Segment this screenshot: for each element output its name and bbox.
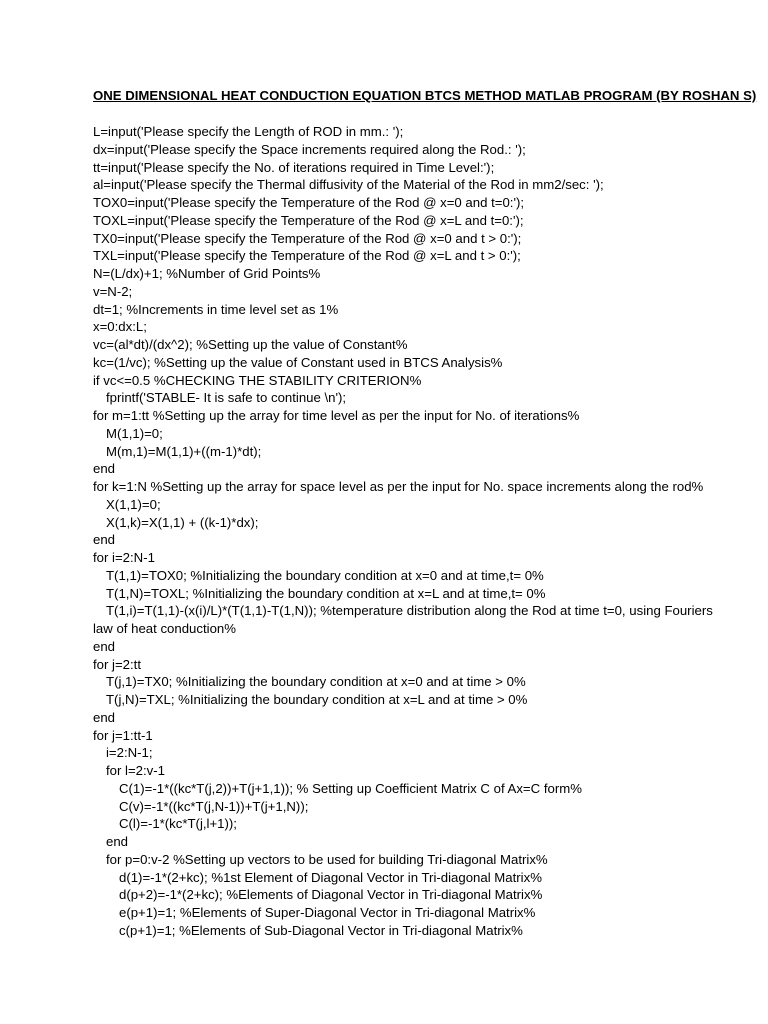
code-line: end <box>93 709 116 725</box>
document-title: ONE DIMENSIONAL HEAT CONDUCTION EQUATION BTCS METHOD MATLAB PROGRAM (BY ROSHAN S) <box>93 88 757 103</box>
code-line: T(1,i)=T(1,1)-(x(i)/L)*(T(1,1)-T(1,N)); %temperature distribution along the Rod at time t=0, using Fouriers <box>106 603 713 619</box>
code-line: if vc<=0.5 %CHECKING THE STABILITY CRITERION% <box>93 372 422 388</box>
code-line: for k=1:N %Setting up the array for space level as per the input for No. space increments along the rod% <box>93 479 704 494</box>
code-line: dx=input('Please specify the Space increments required along the Rod.: '); <box>93 141 526 157</box>
code-line: end <box>93 461 116 477</box>
code-line: M(m,1)=M(1,1)+((m-1)*dt); <box>106 443 262 459</box>
code-line: d(1)=-1*(2+kc); %1st Element of Diagonal Vector in Tri-diagonal Matrix% <box>119 869 542 885</box>
code-line: T(1,1)=TOX0; %Initializing the boundary condition at x=0 and at time,t= 0% <box>106 567 544 583</box>
code-line: C(l)=-1*(kc*T(j,l+1)); <box>119 816 237 832</box>
code-line: end <box>93 532 116 548</box>
code-line: for l=2:v-1 <box>106 763 166 778</box>
code-line: T(j,1)=TX0; %Initializing the boundary condition at x=0 and at time > 0% <box>106 674 526 690</box>
code-line: law of heat conduction% <box>93 621 236 636</box>
code-line: for j=1:tt-1 <box>93 727 153 743</box>
code-line: end <box>93 638 116 654</box>
code-line: v=N-2; <box>93 283 133 299</box>
code-line: fprintf('STABLE- It is safe to continue \n'); <box>106 390 347 406</box>
code-line: TXL=input('Please specify the Temperature of the Rod @ x=L and t > 0:'); <box>93 248 521 264</box>
code-line: i=2:N-1; <box>106 745 153 761</box>
code-line: for m=1:tt %Setting up the array for time level as per the input for No. of iterations% <box>93 408 580 423</box>
code-line: end <box>106 834 129 849</box>
code-line: for i=2:N-1 <box>93 550 155 565</box>
code-line: tt=input('Please specify the No. of iterations required in Time Level:'); <box>93 159 495 175</box>
code-line: e(p+1)=1; %Elements of Super-Diagonal Vector in Tri-diagonal Matrix% <box>119 905 536 920</box>
code-line: X(1,1)=0; <box>106 496 161 512</box>
code-line: M(1,1)=0; <box>106 425 163 441</box>
code-line: T(j,N)=TXL; %Initializing the boundary condition at x=L and at time > 0% <box>106 692 528 707</box>
code-line: TX0=input('Please specify the Temperature of the Rod @ x=0 and t > 0:'); <box>93 230 522 246</box>
code-line: L=input('Please specify the Length of ROD in mm.: '); <box>93 124 404 139</box>
code-line: x=0:dx:L; <box>93 319 147 335</box>
code-line: al=input('Please specify the Thermal diffusivity of the Material of the Rod in mm2/sec: '); <box>93 177 604 193</box>
code-line: T(1,N)=TOXL; %Initializing the boundary condition at x=L and at time,t= 0% <box>106 585 546 601</box>
code-line: C(1)=-1*((kc*T(j,2))+T(j+1,1)); % Setting up Coefficient Matrix C of Ax=C form% <box>119 780 582 796</box>
code-line: d(p+2)=-1*(2+kc); %Elements of Diagonal Vector in Tri-diagonal Matrix% <box>119 887 543 903</box>
code-line: c(p+1)=1; %Elements of Sub-Diagonal Vector in Tri-diagonal Matrix% <box>119 922 523 938</box>
code-line: C(v)=-1*((kc*T(j,N-1))+T(j+1,N)); <box>119 798 309 814</box>
code-line: for p=0:v-2 %Setting up vectors to be used for building Tri-diagonal Matrix% <box>106 851 548 867</box>
code-line: for j=2:tt <box>93 656 142 672</box>
code-line: N=(L/dx)+1; %Number of Grid Points% <box>93 266 321 281</box>
code-line: vc=(al*dt)/(dx^2); %Setting up the value of Constant% <box>93 337 408 352</box>
code-line: TOXL=input('Please specify the Temperature of the Rod @ x=L and t=0:'); <box>93 212 524 228</box>
code-listing <box>93 123 753 940</box>
code-line: dt=1; %Increments in time level set as 1% <box>93 301 339 317</box>
code-line: X(1,k)=X(1,1) + ((k-1)*dx); <box>106 514 259 530</box>
code-line: kc=(1/vc); %Setting up the value of Constant used in BTCS Analysis% <box>93 354 503 370</box>
code-line: TOX0=input('Please specify the Temperature of the Rod @ x=0 and t=0:'); <box>93 195 525 210</box>
